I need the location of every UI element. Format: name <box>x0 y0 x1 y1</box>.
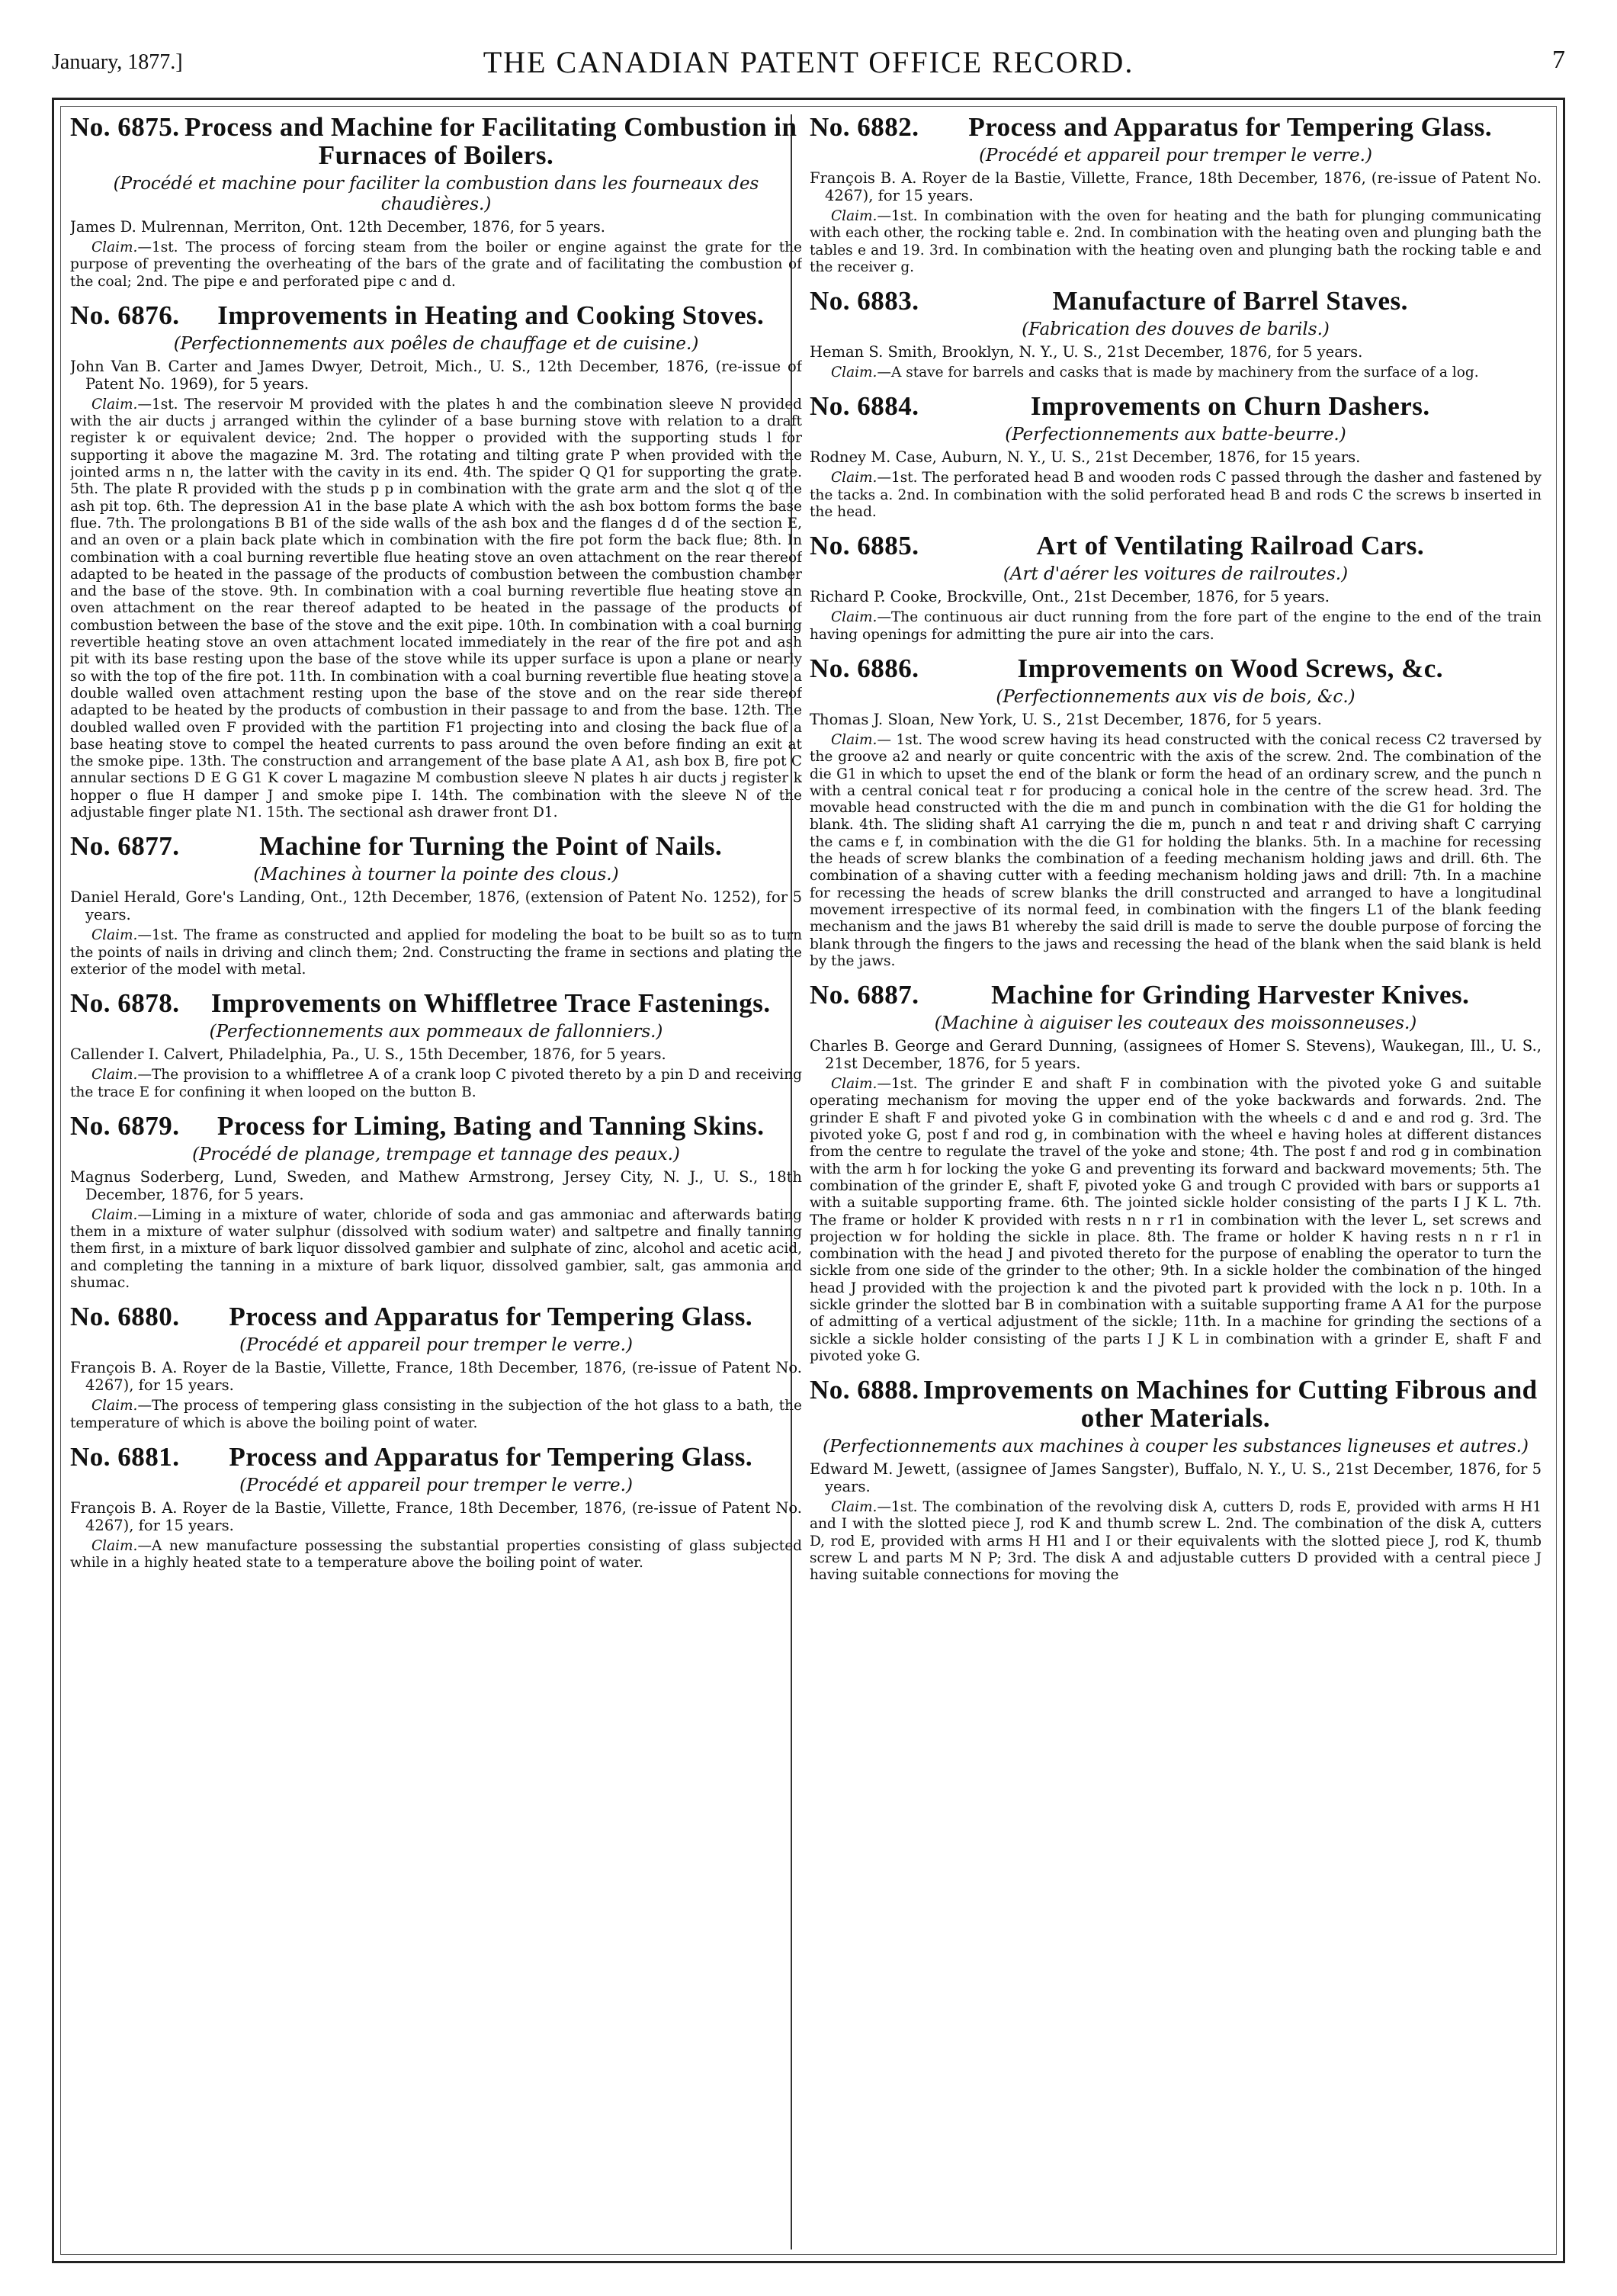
claim-label: Claim. <box>91 1206 138 1223</box>
claim-text <box>70 1207 802 1292</box>
patent-number: No. 6888. <box>810 1375 919 1405</box>
patent-number: No. 6878. <box>70 988 180 1019</box>
claim-text <box>810 1499 1542 1584</box>
claim-body: —1st. The perforated head B and wooden rods C passed through the dasher and fastened by the tacks a. 2nd. In combination with the solid perforated head B and rods C the screws b inserted in the head. <box>810 470 1542 521</box>
french-title: (Machine à aiguiser les couteaux des moissonneuses.) <box>934 1013 1417 1034</box>
claim-text <box>810 470 1542 521</box>
patent-title: Improvements on Wood Screws, &c. <box>1017 653 1444 683</box>
patent-title: Improvements in Heating and Cooking Stoves. <box>217 300 765 330</box>
applicant-info: Richard P. Cooke, Brockville, Ont., 21st December, 1876, for 5 years. <box>810 588 1330 606</box>
claim-label: Claim. <box>91 1398 138 1415</box>
applicant-info: Magnus Soderberg, Lund, Sweden, and Mathew Armstrong, Jersey City, N. J., U. S., 18th December, 1876, for 5 years. <box>70 1167 802 1203</box>
claim-label: Claim. <box>831 470 877 486</box>
patent-title: Process and Machine for Facilitating Combustion in Furnaces of Boilers. <box>184 113 797 170</box>
claim-body: —A new manufacture possessing the substantial properties consisting of glass subjected while in a highly heated state to a temperature above the boiling point of water. <box>70 1537 802 1572</box>
patent-title: Process and Apparatus for Tempering Glass. <box>229 1441 753 1472</box>
claim-label: Claim. <box>91 239 138 255</box>
french-title: (Perfectionnements aux machines à couper les substances ligneuses et autres.) <box>823 1437 1529 1457</box>
applicant-info: François B. A. Royer de la Bastie, Villette, France, 18th December, 1876, (re-issue of Patent No. 4267), for 15 years. <box>70 1498 802 1534</box>
patent-heading <box>70 989 802 1017</box>
applicant-info: Daniel Herald, Gore's Landing, Ont., 12th December, 1876, (extension of Patent No. 1252), for 5 years. <box>70 888 802 924</box>
claim-body: —The process of tempering glass consisting in the subjection of the hot glass to a bath, the temperature of which is above the boiling point of water. <box>70 1398 802 1431</box>
patent-entry <box>810 113 1542 276</box>
claim-body: —1st. The frame as constructed and applied for modeling the boat to be built so as to turn the points of nails in driving and clinch them; 2nd. Constructing the frame in sections and plating the exterior of the model with metal. <box>70 927 802 978</box>
patent-entry <box>70 1302 802 1432</box>
french-title: (Procédé de planage, trempage et tannage des peaux.) <box>192 1144 680 1164</box>
patent-entry <box>810 1376 1542 1584</box>
patent-number: No. 6882. <box>810 113 919 142</box>
claim-label: Claim. <box>91 1537 138 1554</box>
french-title: (Procédé et appareil pour tremper le verre.) <box>239 1475 633 1495</box>
patent-number: No. 6880. <box>70 1302 180 1332</box>
header-date: January, 1877.] <box>52 50 183 74</box>
claim-text <box>70 239 802 291</box>
claim-label: Claim. <box>831 364 877 381</box>
applicant-info: James D. Mulrennan, Merriton, Ont. 12th December, 1876, for 5 years. <box>70 218 605 236</box>
french-title: (Perfectionnements aux poêles de chauffage et de cuisine.) <box>173 333 699 354</box>
patent-number: No. 6883. <box>810 286 919 316</box>
patent-title: Machine for Turning the Point of Nails. <box>259 831 723 862</box>
patent-number: No. 6884. <box>810 391 919 422</box>
patent-number: No. 6879. <box>70 1110 180 1141</box>
french-title: (Machines à tourner la pointe des clous.) <box>253 865 619 885</box>
claim-body: —The continuous air duct running from the fore part of the engine to the end of the train having openings for admitting the pure air into the cars. <box>810 609 1542 643</box>
patent-title: Improvements on Whiffletree Trace Fastenings. <box>210 988 771 1019</box>
claim-body: —1st. In combination with the oven for heating and the bath for plunging communicating with each other, the rocking table e. 2nd. In combination with the heating oven and plunging bath the tables e and 19. 3rd. In combination with the heating oven and plunging bath the rocking table e and the receiver g. <box>810 208 1542 275</box>
claim-label: Claim. <box>831 1499 877 1516</box>
claim-label: Claim. <box>91 1067 138 1084</box>
claim-body: — 1st. The wood screw having its head constructed with the conical recess C2 traversed by the groove a2 and nearly or quite concentric with the axis of the screw. 2nd. The combination of the die G1 in which to upset the end of the blank or form the head of an ordinary screw, and the punch n with a central conical teat r for producing a conical hole in the centre of the screw head. 3rd. The movable head constructed with the die m and punch in combination with the die G1 for holding the blank. 4th. The sliding shaft A1 carrying the die m, punch n and teat r and driving shaft C carrying the cams e f, in combination with the die G1 for holding the blanks. 5th. In a machine for recessing the heads of screw blanks the combination of a feeding mechanism holding jaws and drill. 6th. The combination of a shaving cutter with a feeding mechanism holding jaws and drill: 7th. In a machine for recessing the heads of screw blanks the drill constructed and arranged to have a longitudinal movement irrespective of its normal feed, in combination with the fingers L1 of the blank feeding mechanism and the jaws B1 whereby the said drill is made to serve the double purpose of forcing the blank through the fingers to the jaws and recessing the head of the blank when the said blank is held by the jaws. <box>810 731 1542 969</box>
applicant-info: Callender I. Calvert, Philadelphia, Pa., U. S., 15th December, 1876, for 5 years. <box>70 1045 666 1064</box>
patent-number: No. 6887. <box>810 980 919 1010</box>
patent-entry <box>70 989 802 1101</box>
patent-entry <box>810 981 1542 1365</box>
patent-heading <box>810 392 1542 420</box>
applicant-info: François B. A. Royer de la Bastie, Villette, France, 18th December, 1876, (re-issue of Patent No. 4267), for 15 years. <box>70 1359 802 1395</box>
patent-heading <box>70 1443 802 1471</box>
french-title: (Procédé et appareil pour tremper le verre.) <box>979 146 1372 165</box>
journal-title: THE CANADIAN PATENT OFFICE RECORD. <box>483 45 1134 79</box>
patent-title: Process and Apparatus for Tempering Glass. <box>968 113 1493 142</box>
claim-label: Claim. <box>831 208 877 224</box>
applicant-info: Heman S. Smith, Brooklyn, N. Y., U. S., 21st December, 1876, for 5 years. <box>810 343 1363 361</box>
patent-heading <box>70 1302 802 1331</box>
claim-text <box>70 1538 802 1572</box>
patent-entry <box>70 113 802 291</box>
patent-entry <box>810 531 1542 644</box>
claim-text <box>70 1067 802 1101</box>
patent-heading <box>810 531 1542 560</box>
patent-heading <box>70 1112 802 1140</box>
french-title: (Procédé et appareil pour tremper le verre.) <box>239 1335 633 1356</box>
patent-title: Manufacture of Barrel Staves. <box>1052 286 1408 316</box>
claim-text <box>70 1398 802 1432</box>
patent-heading <box>810 1376 1542 1432</box>
patent-entry <box>70 1112 802 1292</box>
claim-text <box>810 364 1542 381</box>
claim-body: —A stave for barrels and casks that is made by machinery from the surface of a log. <box>877 364 1479 381</box>
french-title: (Perfectionnements aux vis de bois, &c.) <box>996 686 1356 707</box>
patent-heading <box>70 832 802 860</box>
claim-text <box>810 1076 1542 1365</box>
claim-label: Claim. <box>91 927 138 944</box>
applicant-info: Edward M. Jewett, (assignee of James Sangster), Buffalo, N. Y., U. S., 21st December, 1876, for 5 years. <box>810 1460 1542 1496</box>
french-title: (Perfectionnements aux batte-beurre.) <box>1005 425 1346 445</box>
patent-title: Improvements on Churn Dashers. <box>1030 391 1430 422</box>
patent-entry <box>810 392 1542 521</box>
patent-title: Process and Apparatus for Tempering Glass. <box>229 1302 753 1332</box>
patent-entry <box>810 654 1542 970</box>
page-number: 7 <box>1552 46 1565 74</box>
patent-title: Process for Liming, Bating and Tanning Skins. <box>217 1110 765 1141</box>
patent-title: Art of Ventilating Railroad Cars. <box>1036 531 1425 561</box>
patent-heading <box>810 981 1542 1009</box>
patent-number: No. 6881. <box>70 1441 180 1472</box>
patent-entry <box>70 1443 802 1572</box>
page-header <box>52 40 1565 81</box>
claim-label: Claim. <box>831 731 877 748</box>
french-title: (Perfectionnements aux pommeaux de fallonniers.) <box>209 1022 663 1042</box>
patent-number: No. 6886. <box>810 653 919 683</box>
patent-number: No. 6875. <box>70 113 180 142</box>
patent-entry <box>70 301 802 821</box>
patent-heading <box>70 113 802 169</box>
claim-body: —1st. The combination of the revolving disk A, cutters D, rods E, provided with arms H H1 and I with the slotted piece J, rod K and thumb screw L. 2nd. The combination of the disk A, cutters D, rod E, provided with arms H H1 and I or their equivalents with the slotted piece J, rod K, thumb screw L and parts M N P; 3rd. The disk A and adjustable cutters D provided with a central piece J having suitable connections for moving the <box>810 1499 1542 1584</box>
french-title: (Fabrication des douves de barils.) <box>1022 320 1330 340</box>
patent-number: No. 6876. <box>70 300 180 330</box>
claim-body: —Liming in a mixture of water, chloride of soda and gas ammoniac and afterwards bating them in a mixture of water sulphur (dissolved with sodium water) and saltpetre and finally tanning them first, in a mixture of bark liquor dissolved gambier and sulphate of zinc, alcohol and acetic acid, and completing the tanning in a mixture of bark liquor, dissolved gambier, salt, gas ammonia and shumac. <box>70 1206 802 1291</box>
patent-heading <box>810 113 1542 141</box>
patent-title: Machine for Grinding Harvester Knives. <box>991 980 1470 1010</box>
claim-label: Claim. <box>91 396 138 413</box>
applicant-info: John Van B. Carter and James Dwyer, Detroit, Mich., U. S., 12th December, 1876, (re-issue of Patent No. 1969), for 5 years. <box>70 357 802 393</box>
patent-entry <box>70 832 802 978</box>
patent-number: No. 6885. <box>810 531 919 561</box>
claim-body: —1st. The reservoir M provided with the plates h and the combination sleeve N provided with the air ducts j arranged within the cylinder of a base burning stove with relation to a draft register k or equivalent device; 2nd. The hopper o provided with the supporting studs l for supporting it above the magazine M. 3rd. The rotating and tilting grate P when provided with the jointed arms n n, the latter with the cavity in its end. 4th. The spider Q Q1 for supporting the grate. 5th. The plate R provided with the studs p p in combination with the grate arm and the slot q of the ash pit top. 6th. The depression A1 in the base plate A which with the ash box bottom forms the base flue. 7th. The prolongations B B1 of the side walls of the ash box and the flanges d d of the section E, and an oven or a plain back plate which in combination with the fire pot form the back flue; 8th. In combination with a coal burning revertible flue heating stove an oven attachment on the rear thereof adapted to be heated in the passage of the products of combustion between the combustion chamber and the base of the stove. 9th. In combination with a coal burning revertible flue heating stove an oven attachment on the rear thereof adapted to be heated in the passage of the products of combustion between the base of the stove and the exit pipe. 10th. In combination with a coal burning revertible heating stove an oven attachment located immediately in the rear of the fire pot and ash pit with its base resting upon the base of the stove while its upper surface is upon a plane or nearly so with the top of the fire pot. 11th. In combination with a coal burning revertible flue heating stove a double walled oven attachment resting upon the base of the stove and on the rear side thereof adapted to be heated by the products of combustion in their passage to and from the base. 12th. The doubled walled oven F provided with the partition F1 projecting into and closing the back flue of a base heating stove to compel the heated currents to pass around the oven before finding an exit at the smoke pipe. 13th. The construction and arrangement of the base plate A A1, ash box B, fire pot C annular sections D E G G1 K cover L magazine M combustion sleeve N plates h air ducts j register k hopper o flue H damper J and smoke pipe I. 14th. The combination with the sleeve N of the adjustable finger plate N1. 15th. The sectional ash drawer front D1. <box>70 396 802 821</box>
patent-entry <box>810 287 1542 381</box>
claim-text <box>810 208 1542 276</box>
applicant-info: Charles B. George and Gerard Dunning, (assignees of Homer S. Stevens), Waukegan, Ill., U. S., 21st December, 1876, for 5 years. <box>810 1037 1542 1073</box>
patent-heading <box>70 301 802 329</box>
claim-body: —1st. The grinder E and shaft F in combination with the pivoted yoke G and suitable operating mechanism for moving the upper end of the yoke backwards and forwards. 2nd. The grinder E shaft F and pivoted yoke G in combination with the wheels c d and e and rod g. 3rd. The pivoted yoke G, post f and rod g, in combination with the wheel e having holes at different distances from the centre to regulate the travel of the yoke and stone; 4th. The post f and rod g in combination with the arm h for locking the yoke G and preventing its forward and backward movements; 5th. The combination of the grinder E, shaft F, pivoted yoke G and trough C provided with bars or supports a1 with a suitable supporting frame. 6th. The jointed sickle holder consisting of the parts I J K L. 7th. The frame or holder K provided with rests n n r r1 in combination with the lever L, set screws and projection w for holding the sickle in place. 8th. The frame or holder K having rests n n r r1 in combination with the head J and pivoted thereto for the purpose of enabling the operator to turn the sickle from one side of the grinder to the other; 9th. In a sickle holder the combination of the hinged head J provided with the projection k and the pivoted part k provided with the lock n p. 10th. In a sickle grinder the slotted bar B in combination with a suitable supporting frame A A1 for the purpose of admitting of a vertical adjustment of the sickle; 11th. In a machine for grinding the sections of a sickle a sickle holder consisting of the parts I J K L in combination with a grinder E, shaft F and pivoted yoke G. <box>810 1076 1542 1364</box>
claim-text <box>70 927 802 978</box>
claim-label: Claim. <box>831 609 877 626</box>
french-title: (Procédé et machine pour faciliter la combustion dans les fourneaux des chaudières.) <box>113 174 759 214</box>
patent-heading <box>810 654 1542 682</box>
patent-number: No. 6877. <box>70 831 180 862</box>
applicant-info: Rodney M. Case, Auburn, N. Y., U. S., 21st December, 1876, for 15 years. <box>810 448 1361 467</box>
french-title: (Art d'aérer les voitures de railroutes.) <box>1003 564 1349 585</box>
claim-label: Claim. <box>831 1076 877 1093</box>
claim-body: —The provision to a whiffletree A of a crank loop C pivoted thereto by a pin D and receiving the trace E for confining it when looped on the button B. <box>70 1067 802 1100</box>
claim-body: —1st. The process of forcing steam from the boiler or engine against the grate for the purpose of preventing the overheating of the bars of the grate and of facilitating the combustion of the coal; 2nd. The pipe e and perforated pipe c and d. <box>70 239 802 290</box>
patent-heading <box>810 287 1542 315</box>
left-column <box>70 113 802 2256</box>
patent-title: Improvements on Machines for Cutting Fibrous and other Materials. <box>922 1375 1538 1434</box>
right-column <box>810 113 1542 2256</box>
claim-text <box>810 609 1542 644</box>
claim-text <box>70 397 802 821</box>
applicant-info: Thomas J. Sloan, New York, U. S., 21st December, 1876, for 5 years. <box>810 710 1322 728</box>
claim-text <box>810 732 1542 970</box>
applicant-info: François B. A. Royer de la Bastie, Villette, France, 18th December, 1876, (re-issue of Patent No. 4267), for 15 years. <box>810 169 1542 204</box>
